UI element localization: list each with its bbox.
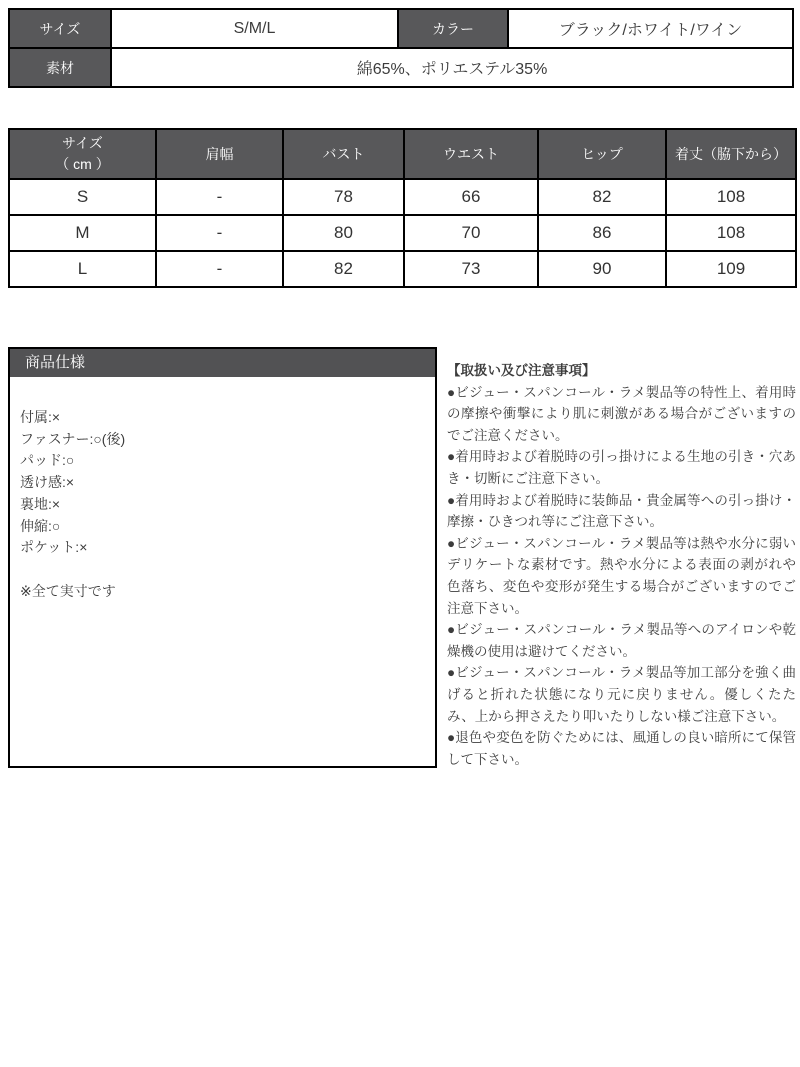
- care-note-item: ●ビジュー・スパンコール・ラメ製品等へのアイロンや乾燥機の使用は避けてください。: [447, 622, 796, 659]
- care-note-item: ●着用時および着脱時の引っ掛けによる生地の引き・穴あき・切断にご注意下さい。: [447, 449, 796, 486]
- material-value-cell: 綿65%、ポリエステル35%: [111, 48, 793, 87]
- row-m-bust: 80: [283, 215, 404, 251]
- product-spec-box: [8, 347, 437, 768]
- size-chart-header-row: [9, 129, 796, 179]
- row-m-shoulder: -: [156, 215, 283, 251]
- spec-line-sheerness: 透け感:×: [20, 474, 75, 491]
- row-l-waist: 73: [404, 251, 538, 287]
- row-s-hip: 82: [538, 179, 666, 215]
- header-waist-cell: ウエスト: [404, 129, 538, 179]
- spec-measurement-note: ※全て実寸です: [20, 582, 116, 599]
- size-chart-table: [8, 128, 797, 288]
- care-notes-title: 【取扱い及び注意事項】: [447, 363, 596, 378]
- care-note-item: ●着用時および着脱時に装飾品・貴金属等への引っ掛け・摩擦・ひきつれ等にご注意下さい。: [447, 492, 796, 530]
- row-l-shoulder: -: [156, 251, 283, 287]
- color-value-cell: ブラック/ホワイト/ワイン: [508, 9, 793, 48]
- size-chart-row-s: [9, 179, 796, 215]
- care-note-item: ●ビジュー・スパンコール・ラメ製品等の特性上、着用時の摩擦や衝撃により肌に刺激がある場合がございますのでご注意ください。: [447, 384, 796, 443]
- material-label-cell: 素材: [9, 48, 111, 87]
- row-l-bust: 82: [283, 251, 404, 287]
- header-hip-cell: ヒップ: [538, 129, 666, 179]
- row-m-size: M: [9, 215, 156, 251]
- header-size-line2: （ cm ）: [55, 156, 110, 172]
- spec-line-pocket: ポケット:×: [20, 539, 88, 556]
- row-m-length: 108: [666, 215, 796, 251]
- row-s-shoulder: -: [156, 179, 283, 215]
- spec-line-stretch: 伸縮:○: [20, 517, 61, 534]
- size-label-cell: サイズ: [9, 9, 111, 48]
- size-chart-row-m: [9, 215, 796, 251]
- size-chart-row-l: [9, 251, 796, 287]
- row-l-size: L: [9, 251, 156, 287]
- row-m-waist: 70: [404, 215, 538, 251]
- row-s-bust: 78: [283, 179, 404, 215]
- spec-box-title: 商品仕様: [10, 349, 435, 377]
- care-note-item: ●ビジュー・スパンコール・ラメ製品等加工部分を強く曲げると折れた状態になり元に戻りません。優しくたたみ、上から押さえたり叩いたりしない様ご注意下さい。: [447, 665, 796, 724]
- header-bust-cell: バスト: [283, 129, 404, 179]
- row-s-size: S: [9, 179, 156, 215]
- spec-line-lining: 裏地:×: [20, 495, 61, 512]
- row-m-hip: 86: [538, 215, 666, 251]
- header-length-cell: 着丈（脇下から）: [666, 129, 796, 179]
- size-value-cell: S/M/L: [111, 9, 398, 48]
- row-s-length: 108: [666, 179, 796, 215]
- spec-line-accessory: 付属:×: [20, 409, 61, 425]
- color-label-cell: カラー: [398, 9, 508, 48]
- info-row-size-color: [9, 9, 793, 48]
- care-note-item: ●ビジュー・スパンコール・ラメ製品等は熱や水分に弱いデリケートな素材です。熱や水分による表面の剥がれや色落ち、変色や変形が発生する場合がございますのでご注意下さい。: [447, 535, 796, 616]
- care-notes-section: [447, 360, 796, 770]
- row-s-waist: 66: [404, 179, 538, 215]
- header-size-line1: サイズ: [62, 135, 103, 151]
- spec-box-content: [10, 377, 435, 603]
- row-l-hip: 90: [538, 251, 666, 287]
- spec-line-pad: パッド:○: [20, 452, 75, 469]
- info-row-material: [9, 48, 793, 87]
- header-shoulder-cell: 肩幅: [156, 129, 283, 179]
- row-l-length: 109: [666, 251, 796, 287]
- care-note-item: ●退色や変色を防ぐためには、風通しの良い暗所にて保管して下さい。: [447, 730, 796, 767]
- product-info-table: [8, 8, 794, 88]
- header-size-cm-cell: [9, 129, 156, 179]
- spec-line-fastener: ファスナー:○(後): [20, 430, 126, 447]
